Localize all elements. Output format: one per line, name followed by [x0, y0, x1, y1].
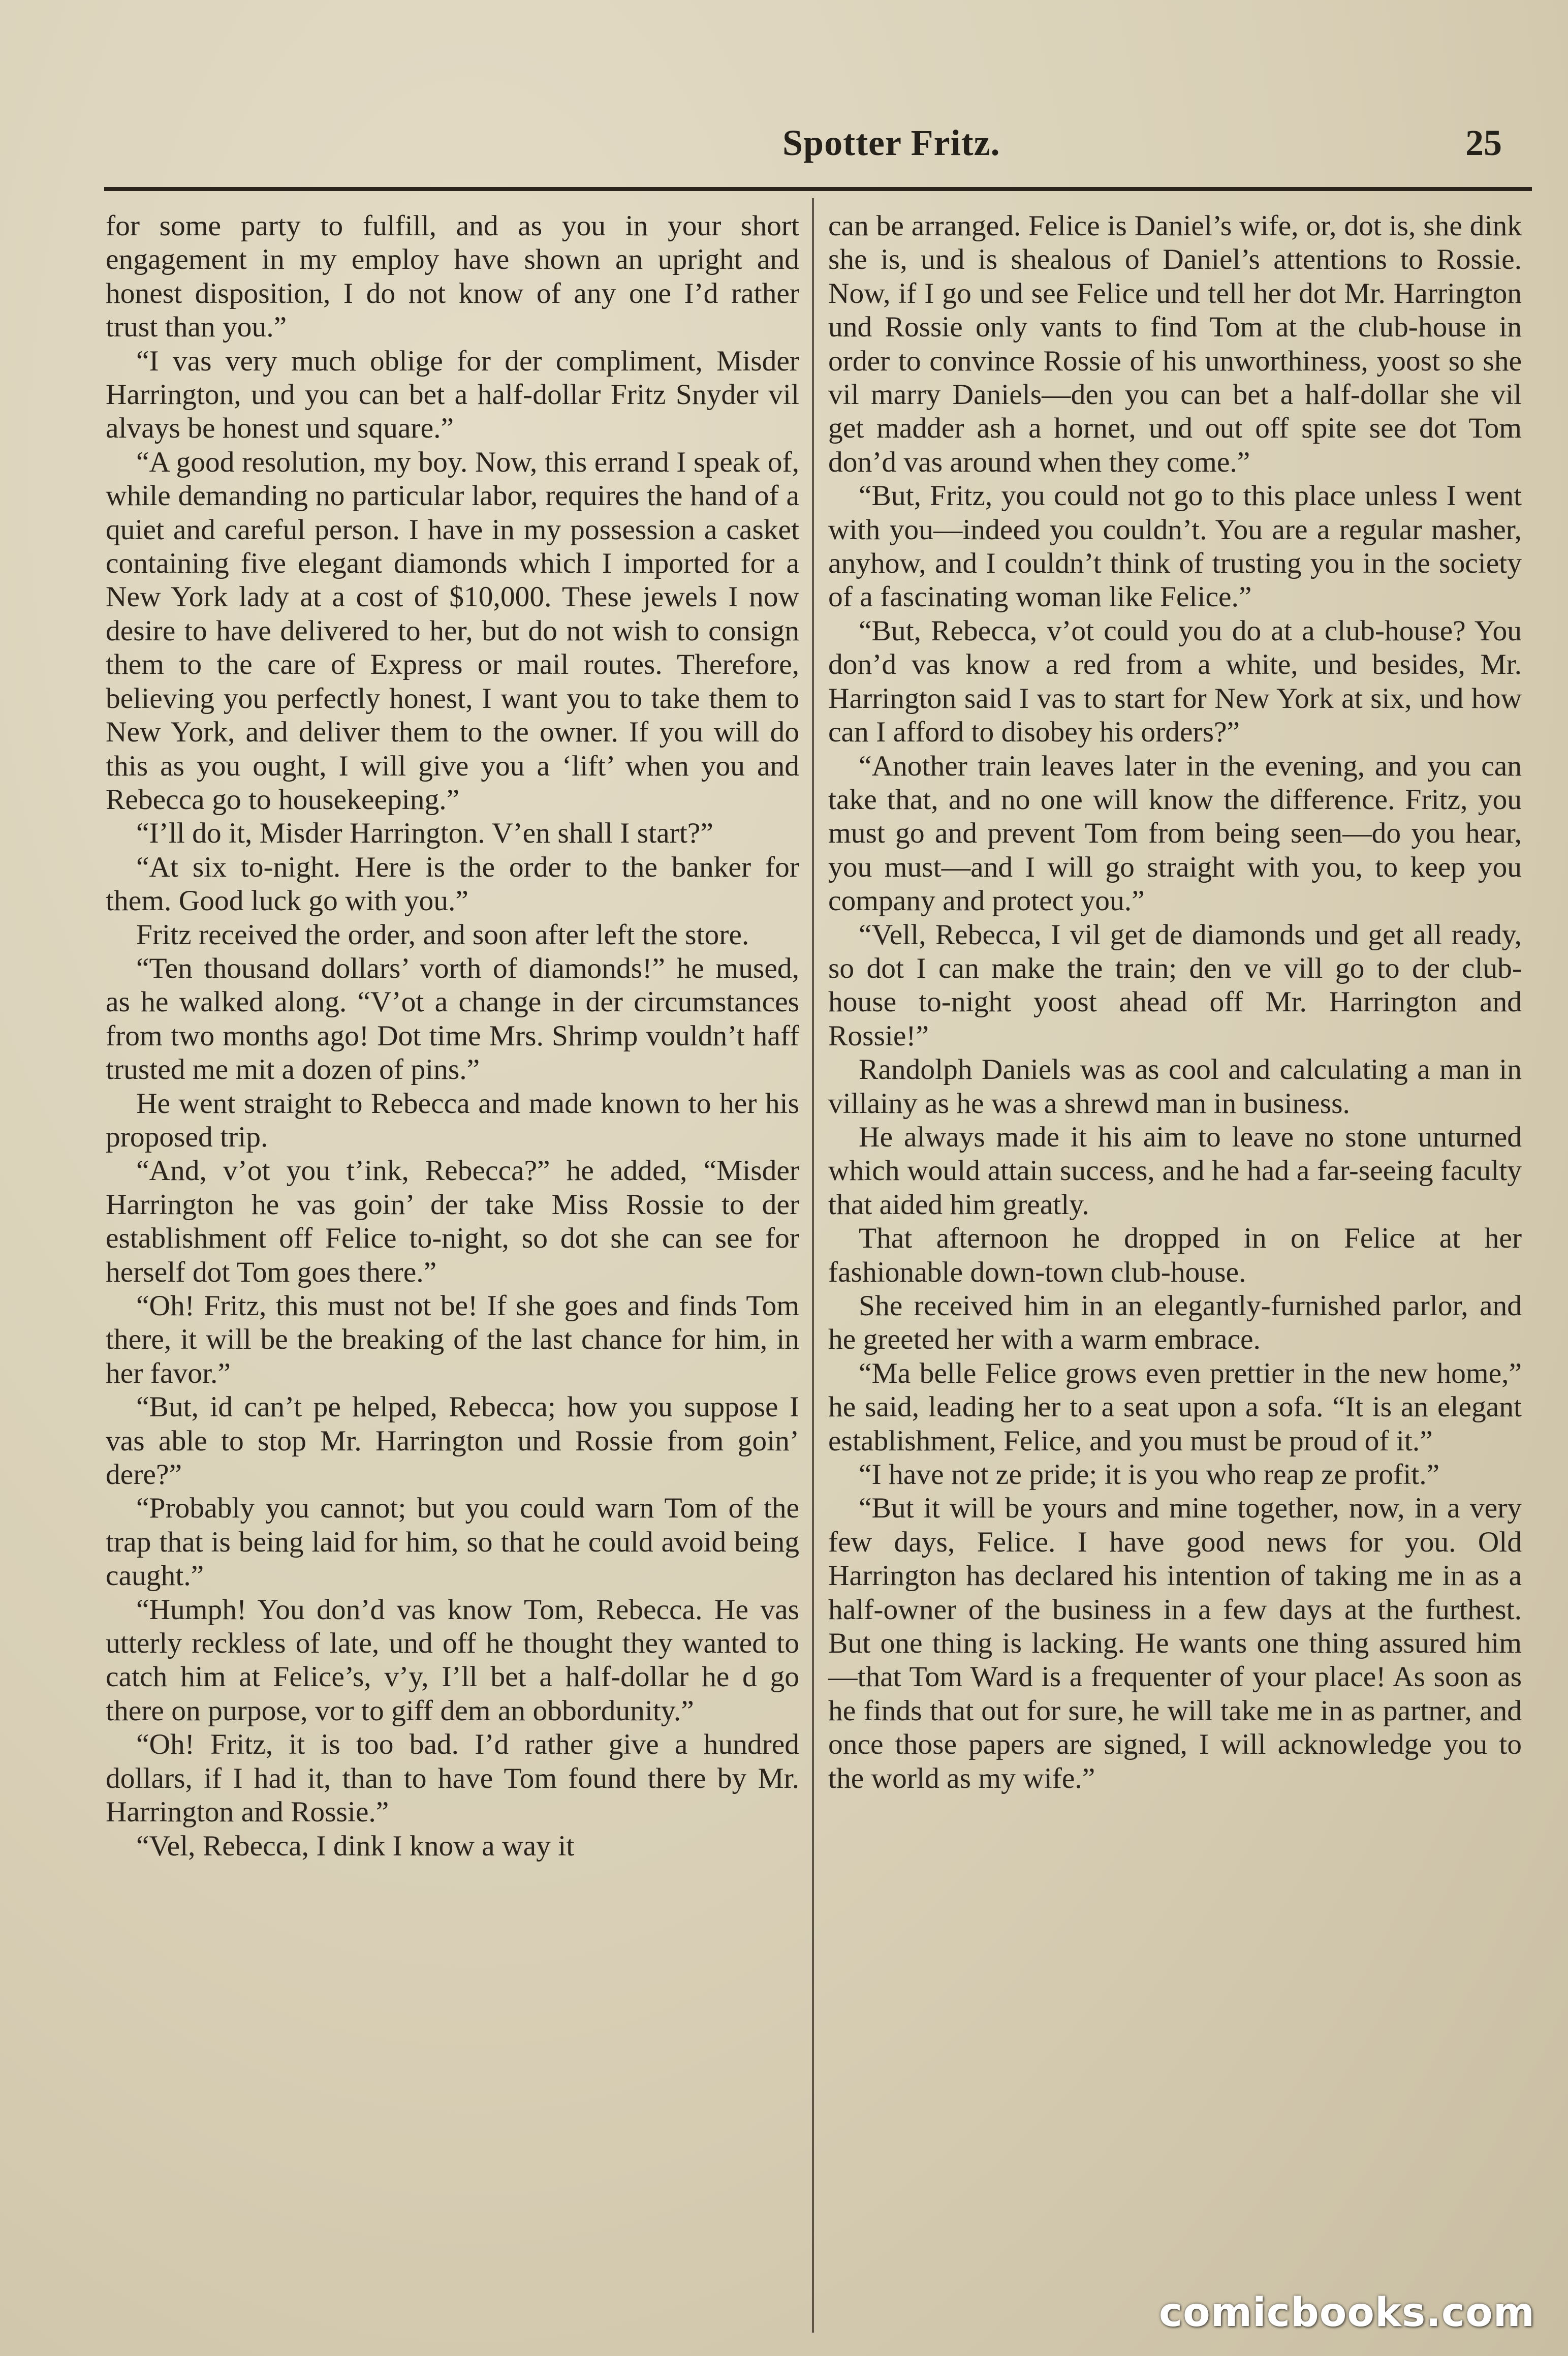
paragraph: “I have not ze pride; it is you who reap ze profit.”: [859, 1459, 1440, 1491]
paragraph: “Vell, Rebecca, I vil get de diamonds und get all ready, so dot I can make the train; den ve vill go to der club-house to-night yoost ahead off Mr. Harrington and Rossie!”: [828, 918, 1522, 1052]
paragraph: “But it will be yours and mine together, now, in a very few days, Felice. I have good news for you. Old Harrington has declared his intention of taking me in as a half-owner of the business in a few days at the furthest. But one thing is lacking. He wants one thing assured him—that Tom Ward is a frequenter of your place! As soon as he finds that out for sure, he will take me in as partner, and once those papers are signed, I will acknowledge you to the world as my wife.”: [828, 1492, 1522, 1794]
paragraph: Randolph Daniels was as cool and calculating a man in villainy as he was a shrewd man in business.: [828, 1053, 1522, 1120]
paragraph: “At six to-night. Here is the order to the banker for them. Good luck go with you.”: [106, 851, 799, 917]
column-divider: [812, 198, 814, 2333]
paragraph: “I’ll do it, Misder Harrington. V’en shall I start?”: [136, 817, 713, 850]
header-rule: [104, 187, 1532, 191]
paragraph: He went straight to Rebecca and made known to her his proposed trip.: [106, 1087, 799, 1153]
running-title: Spotter Fritz.: [782, 122, 1000, 163]
watermark: comicbooks.com: [1158, 2290, 1535, 2336]
paragraph: “Probably you cannot; but you could warn Tom of the trap that is being laid for him, so that he could avoid being caught.”: [106, 1492, 799, 1592]
paragraph: “But, id can’t pe helped, Rebecca; how you suppose I vas able to stop Mr. Harrington und Rossie from goin’ dere?”: [106, 1391, 799, 1491]
page-header: [102, 122, 1532, 168]
paragraph: “A good resolution, my boy. Now, this errand I speak of, while demanding no particular labor, requires the hand of a quiet and careful person. I have in my possession a casket containing five elegant diamonds which I imported for a New York lady at a cost of $10,000. These jewels I now desire to have delivered to her, but do not wish to consign them to the care of Express or mail routes. Therefore, believing you perfectly honest, I want you to take them to New York, and deliver them to the owner. If you will do this as you ought, I will give you a ‘lift’ when you and Rebecca go to housekeeping.”: [106, 446, 799, 816]
paragraph: That afternoon he dropped in on Felice at her fashionable down-town club-house.: [828, 1222, 1522, 1288]
paragraph: “Ten thousand dollars’ vorth of diamonds!” he mused, as he walked along. “V’ot a change in der circumstances from two months ago! Dot time Mrs. Shrimp vouldn’t haff trusted me mit a dozen of pins.”: [106, 952, 799, 1086]
paragraph: for some party to fulfill, and as you in your short engagement in my employ have shown an upright and honest disposition, I do not know of any one I’d rather trust than you.”: [106, 210, 799, 344]
paragraph: “Another train leaves later in the evening, and you can take that, and no one will know the difference. Fritz, you must go and prevent Tom from being seen—do you hear, you must—and I will go straight with you, to keep you company and protect you.”: [828, 750, 1522, 917]
paragraph: “Vel, Rebecca, I dink I know a way it: [136, 1830, 575, 1862]
paragraph: He always made it his aim to leave no stone unturned which would attain success, and he had a far-seeing faculty that aided him greatly.: [828, 1121, 1522, 1221]
left-column: [106, 209, 799, 1863]
paragraph: “And, v’ot you t’ink, Rebecca?” he added, “Misder Harrington he vas goin’ der take Miss Rossie to der establishment off Felice to-night, so dot she can see for herself dot Tom goes there.”: [106, 1155, 799, 1288]
paragraph: “Humph! You don’d vas know Tom, Rebecca. He vas utterly reckless of late, und off he thought they wanted to catch him at Felice’s, v’y, I’ll bet a half-dollar he d go there on purpose, vor to giff dem an obbordunity.”: [106, 1593, 799, 1727]
paragraph: “But, Fritz, you could not go to this place unless I went with you—indeed you couldn’t. You are a regular masher, anyhow, and I couldn’t think of trusting you in the society of a fascinating woman like Felice.”: [828, 480, 1522, 613]
paragraph: Fritz received the order, and soon after left the store.: [136, 918, 749, 951]
paragraph: “Oh! Fritz, it is too bad. I’d rather give a hundred dollars, if I had it, than to have Tom found there by Mr. Harrington and Rossie.”: [106, 1728, 799, 1828]
paragraph: “I vas very much oblige for der compliment, Misder Harrington, und you can bet a half-dollar Fritz Snyder vil alvays be honest und square.”: [106, 345, 799, 445]
paragraph: She received him in an elegantly-furnished parlor, and he greeted her with a warm embrace.: [828, 1290, 1522, 1356]
right-column: [828, 209, 1522, 1795]
paragraph: can be arranged. Felice is Daniel’s wife, or, dot is, she dink she is, und is shealous of Daniel’s attentions to Rossie. Now, if I go und see Felice und tell her dot Mr. Harrington und Rossie only vants to find Tom at the club-house in order to convince Rossie of his unworthiness, yoost so she vil marry Daniels—den you can bet a half-dollar she vil get madder ash a hornet, und out off spite see dot Tom don’d vas around when they come.”: [828, 210, 1522, 478]
page-number: 25: [1465, 122, 1502, 163]
paragraph: “But, Rebecca, v’ot could you do at a club-house? You don’d vas know a red from a white, und besides, Mr. Harrington said I vas to start for New York at six, und how can I afford to disobey his orders?”: [828, 614, 1522, 749]
paragraph: “Ma belle Felice grows even prettier in the new home,” he said, leading her to a seat upon a sofa. “It is an elegant establishment, Felice, and you must be proud of it.”: [828, 1357, 1522, 1457]
paragraph: “Oh! Fritz, this must not be! If she goes and finds Tom there, it will be the breaking of the last chance for him, in her favor.”: [106, 1290, 799, 1389]
